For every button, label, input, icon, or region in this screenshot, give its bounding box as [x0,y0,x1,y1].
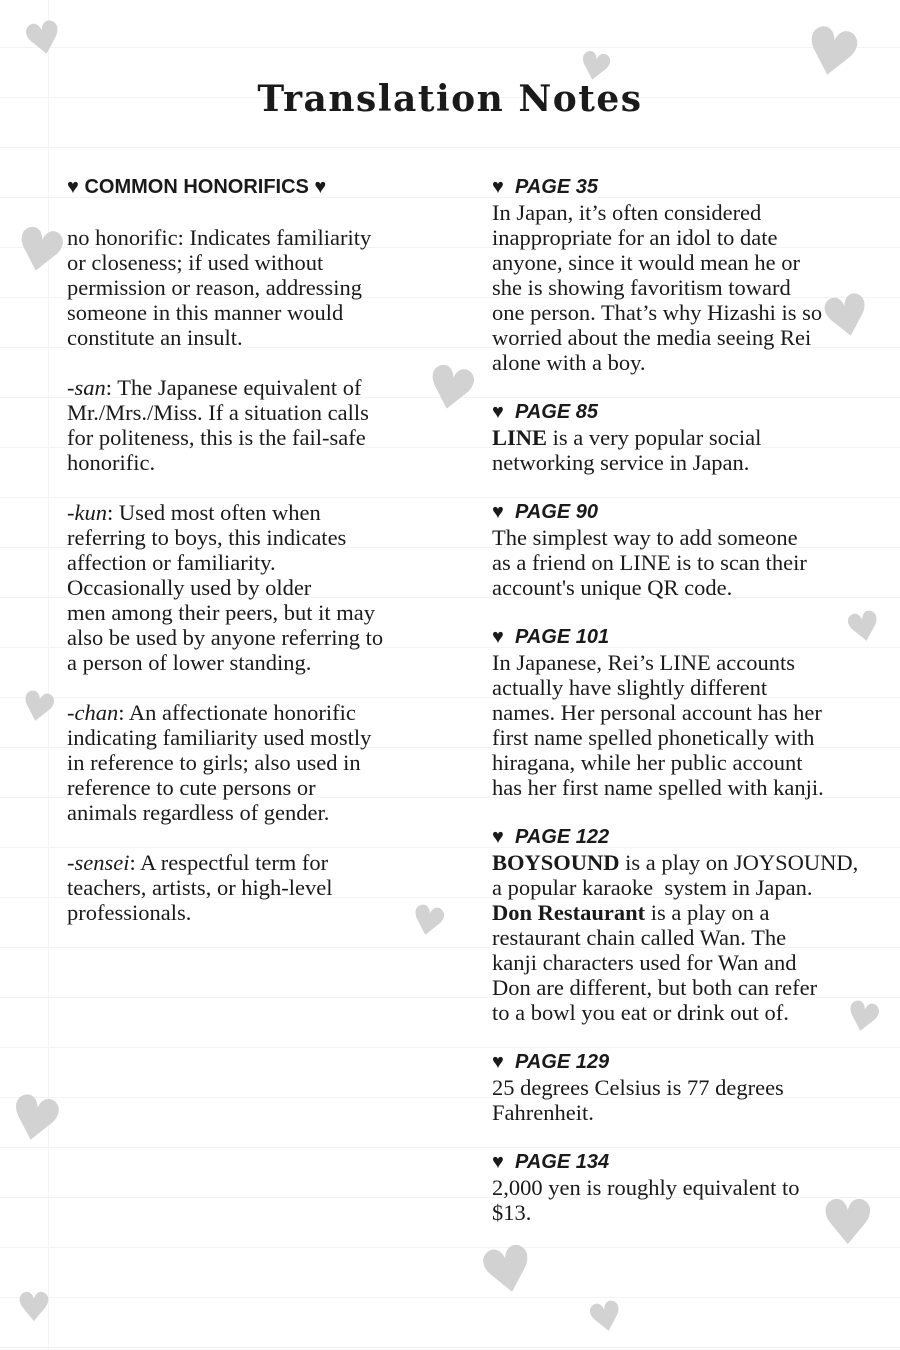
decorative-heart-icon: ♥ [16,1285,52,1331]
text: $13. [492,1200,532,1225]
text-line [492,1000,892,1025]
note-heading [492,1150,892,1175]
text: networking service in Japan. [492,450,750,475]
decorative-heart-icon: ♥ [19,10,69,69]
text-line [492,750,892,775]
text-line [67,675,467,700]
decorative-heart-icon: ♥ [841,601,887,655]
page-label: PAGE 129 [515,1051,610,1073]
text: account's unique QR code. [492,575,733,600]
text: is a play on a [645,900,770,925]
heart-icon: ♥ [492,626,515,648]
text: she is showing favoritism toward [492,275,791,300]
text-line [67,200,467,225]
text: Occasionally used by older [67,575,312,600]
text: constitute an insult. [67,325,243,350]
text-line [67,900,467,925]
note-section [492,500,892,625]
heart-icon: ♥ [492,176,515,198]
text: honorific. [67,450,156,475]
text: Mr./Mrs./Miss. If a situation calls [67,400,369,425]
decorative-heart-icon: ♥ [472,1229,543,1312]
decorative-heart-icon: ♥ [820,1186,876,1259]
text: inappropriate for an idol to date [492,225,778,250]
bold-term: LINE [492,425,548,450]
page-label: PAGE 35 [515,176,598,198]
note-heading [492,625,892,650]
text: indicating familiarity used mostly [67,725,372,750]
text-line [67,650,467,675]
text: Don are different, but both can refer [492,975,818,1000]
note-section [492,1050,892,1150]
text-line [67,475,467,500]
text-line [492,850,892,875]
honorifics-column [67,175,467,925]
decorative-heart-icon: ♥ [418,350,484,428]
text: to a bowl you eat or drink out of. [492,1000,789,1025]
text: for politeness, this is the fail-safe [67,425,366,450]
text-line [67,625,467,650]
text: kanji characters used for Wan and [492,950,797,975]
text-line [492,300,892,325]
text-line [67,750,467,775]
heading-text: COMMON HONORIFICS [84,176,309,198]
heart-icon: ♥ [492,1051,515,1073]
decorative-heart-icon: ♥ [1,1080,69,1160]
text-line [67,700,467,725]
page-label: PAGE 101 [515,626,610,648]
heart-icon: ♥ [67,176,85,198]
page-title: Translation Notes [257,78,643,120]
spacer [492,600,892,625]
decorative-heart-icon: ♥ [815,280,879,355]
text-line [67,875,467,900]
text: : The Japanese equivalent of [105,375,362,400]
text-line [492,1075,892,1100]
text-line [492,200,892,225]
text-line [492,975,892,1000]
text: affection or familiarity. [67,550,276,575]
text-line [492,425,892,450]
text: : A respectful term for [129,850,329,875]
note-heading [492,175,892,200]
note-heading [492,825,892,850]
text-line [67,850,467,875]
text-line [67,225,467,250]
text: animals regardless of gender. [67,800,330,825]
text: alone with a boy. [492,350,646,375]
note-section [492,1150,892,1225]
page-label: PAGE 134 [515,1151,610,1173]
spacer [492,1025,892,1050]
text: : An affectionate honorific [118,700,356,725]
text: is a very popular social [547,425,762,450]
decorative-heart-icon: ♥ [840,991,886,1045]
note-section [492,825,892,1050]
text-line [67,575,467,600]
text: The simplest way to add someone [492,525,798,550]
text-line [67,800,467,825]
italic-term: -san [67,375,106,400]
text-line [67,325,467,350]
note-section [492,400,892,500]
spacer [492,1125,892,1150]
text: one person. That’s why Hizashi is so [492,300,823,325]
text: also be used by anyone referring to [67,625,384,650]
text: In Japanese, Rei’s LINE accounts [492,650,796,675]
text-line [67,500,467,525]
spacer [492,375,892,400]
heart-icon: ♥ [492,401,515,423]
italic-term: -sensei [67,850,130,875]
decorative-heart-icon: ♥ [15,681,61,735]
text: men among their peers, but it may [67,600,376,625]
text: 2,000 yen is roughly equivalent to [492,1175,800,1200]
text-line [67,450,467,475]
decorative-heart-icon: ♥ [795,11,868,97]
text: professionals. [67,900,192,925]
text: In Japan, it’s often considered [492,200,762,225]
heart-icon: ♥ [492,1151,515,1173]
text-line [67,600,467,625]
text: a person of lower standing. [67,650,312,675]
decorative-heart-icon: ♥ [573,41,617,93]
text-line [492,350,892,375]
heart-icon: ♥ [492,501,515,523]
decorative-heart-icon: ♥ [405,895,451,949]
text-line [492,1100,892,1125]
decorative-heart-icon: ♥ [583,1291,629,1345]
text: reference to cute persons or [67,775,316,800]
text-line [492,950,892,975]
spacer [492,800,892,825]
text-line [492,925,892,950]
bold-term: Don Restaurant [492,900,646,925]
text-line [67,825,467,850]
text: someone in this manner would [67,300,344,325]
honorifics-heading [67,175,467,200]
text-line [492,225,892,250]
text-line [67,550,467,575]
text: : Used most often when [106,500,321,525]
text-line [67,775,467,800]
text-line [67,350,467,375]
text: as a friend on LINE is to scan their [492,550,807,575]
text-line [492,250,892,275]
text-line [67,300,467,325]
text-line [492,1175,892,1200]
text-line [492,450,892,475]
text-line [492,325,892,350]
text: in reference to girls; also used in [67,750,361,775]
text: is a play on JOYSOUND, [619,850,859,875]
italic-term: -chan [67,700,119,725]
text: worried about the media seeing Rei [492,325,812,350]
page-label: PAGE 85 [515,401,598,423]
text-line [492,650,892,675]
text-line [67,425,467,450]
text: first name spelled phonetically with [492,725,815,750]
bold-term: BOYSOUND [492,850,620,875]
text-line [492,675,892,700]
text-line [67,275,467,300]
text-line [492,1200,892,1225]
text-line [67,400,467,425]
text: no honorific: Indicates familiarity [67,225,372,250]
text: actually have slightly different [492,675,768,700]
decorative-heart-icon: ♥ [7,212,73,290]
text: has her first name spelled with kanji. [492,775,824,800]
text-line [492,875,892,900]
note-heading [492,1050,892,1075]
text-line [492,550,892,575]
text-line [67,375,467,400]
text-line [67,525,467,550]
text: hiragana, while her public account [492,750,803,775]
text-line [492,525,892,550]
spacer [492,475,892,500]
text: permission or reason, addressing [67,275,362,300]
notes-column [492,175,892,1225]
text: or closeness; if used without [67,250,324,275]
text-line [492,900,892,925]
page-label: PAGE 122 [515,826,610,848]
italic-term: -kun [67,500,107,525]
text: 25 degrees Celsius is 77 degrees [492,1075,784,1100]
note-section [492,175,892,400]
text: names. Her personal account has her [492,700,822,725]
heart-icon: ♥ [492,826,515,848]
text-line [492,775,892,800]
page-label: PAGE 90 [515,501,598,523]
text: a popular karaoke system in Japan. [492,875,813,900]
text-line [492,275,892,300]
note-section [492,625,892,825]
text: Fahrenheit. [492,1100,594,1125]
text: anyone, since it would mean he or [492,250,801,275]
heart-icon: ♥ [308,176,327,198]
text-line [67,250,467,275]
text: referring to boys, this indicates [67,525,347,550]
text-line [67,725,467,750]
text-line [492,725,892,750]
text-line [492,575,892,600]
note-heading [492,500,892,525]
text-line [492,700,892,725]
text: restaurant chain called Wan. The [492,925,787,950]
note-heading [492,400,892,425]
text: teachers, artists, or high-level [67,875,333,900]
